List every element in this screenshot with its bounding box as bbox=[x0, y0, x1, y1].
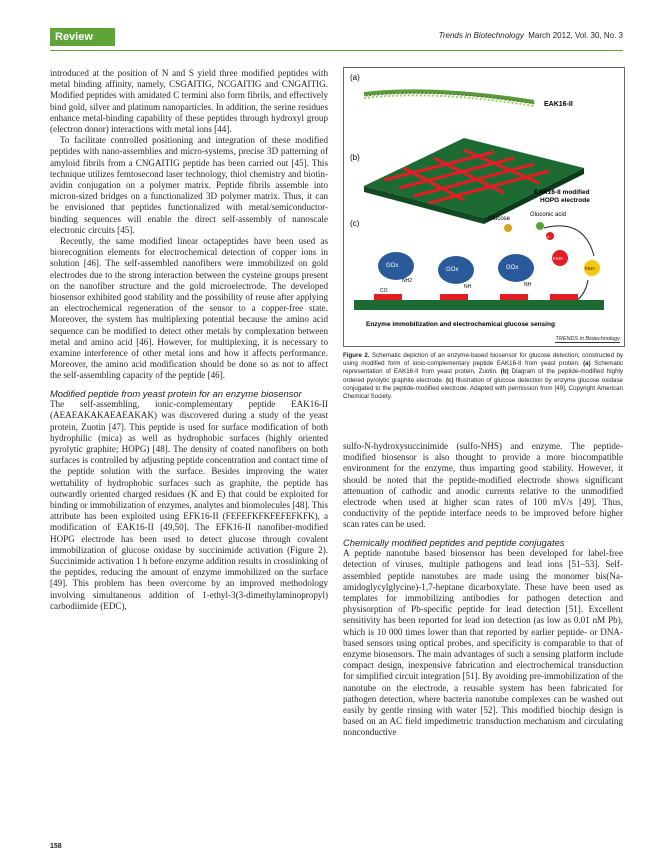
electrode-surface bbox=[354, 294, 604, 310]
page-number: 158 bbox=[50, 843, 62, 850]
gluconic-label: Gluconic acid bbox=[530, 212, 567, 218]
panel-a-label: (a) bbox=[350, 73, 360, 82]
caption-text: Schematic depiction of an enzyme-based biosensor for glucose detection; constructed by using modified form of ionic-complementary peptide EAK16-II from yeast protein. bbox=[343, 352, 623, 368]
caption-a-text: Schematic representation of EAK16-II from yeast protein, Zuotin. bbox=[343, 360, 624, 376]
gox-label: GOx bbox=[446, 267, 459, 273]
sensing-label: Enzyme immobilization and electrochemical glucose sensing bbox=[366, 321, 555, 328]
header-rule bbox=[50, 50, 623, 51]
fe2-label: Fe2+ bbox=[585, 266, 596, 271]
caption-c-text: Illustration of glucose detection by enzyme glucose oxidase conjugated to the peptide-modified electrode. Adapted with permission from [49], Copyright American Chemical Society. bbox=[343, 376, 623, 401]
nh2-label: NH2 bbox=[402, 278, 413, 284]
peptide-strand bbox=[364, 91, 536, 106]
electron-label: e- bbox=[547, 235, 551, 239]
gox-label: GOx bbox=[386, 263, 399, 269]
co-label: CO bbox=[380, 288, 388, 294]
page-header bbox=[50, 28, 623, 48]
section-heading: Modified peptide from yeast protein for an enzyme biosensor bbox=[50, 387, 302, 399]
paragraph: Recently, the same modified linear octapeptides have been used as biorecognition elements for electrochemical detection of copper ions in solution [46]. The self-assembled nanofibers were immobilized on gold electrodes due to the strong interaction between the cysteine groups present on the nanofiber structure and the gold microelectrode. The developed biosensor exhibited good stability and the possibility of reuse after applying an electrochemical regeneration of the sensor to a copper-free state. Moreover, the system has multiplexing potential because the amino acid sequence can be modified to detect other metals by complexation between metal and amino acid [46]. However, for multiplexing, it is necessary to examine interference of other metal ions and how it affects performance. Moreover, the amino acid modification should be done so as not to affect the self-assembling capacity of the peptide [46]. bbox=[50, 236, 328, 381]
fe3-label: Fe3+ bbox=[553, 256, 564, 261]
paragraph: The self-assembling, ionic-complementary peptide EAK16-II (AEAEAKAKAEAEAKAK) was discovered during a study of the yeast protein, Zuotin [47]. This peptide is used for surface modification of both hydrophilic (mica) as well as hydrophobic surfaces (highly oriented pyrolytic graphite; HOPG) [48]. The density of coated nanofibers on both surfaces is controlled by adjusting peptide concentration and contact time of the peptide solution with the surface. Besides improving the water wettability of hydrophobic surfaces such as graphite, the peptide has outwardly oriented charged residues (K and E) that could be exploited for binding or immobilization of enzymes, analytes and biomolecules [48]. This attribute has been exploited using EFK16-II (FEFEFKFKFEFEFKFK), a modification of EAK16-II [49,50]. The EFK16-II nanofiber-modified HOPG electrode has been used to detect glucose through covalent immobilization of glucose oxidase by succinimide activation (Figure 2). Succinimide activation 1 h before enzyme addition results in crosslinking of the peptides, reducing the amount of enzyme immobilized on the surface [49]. This problem has been overcome by an improved methodology involving simultaneous addition of 1-ethyl-3(3-dimethylaminopropyl) carbodiimide (EDC), bbox=[50, 399, 328, 611]
paragraph: A peptide nanotube based biosensor has been developed for label-free detection of viruses, multiple pathogens and lead ions [51–53]. Self-assembled peptide nanotubes are made using the monomer bis(Na-amidoglycylglycine)-1,7-heptane dicarboxylate. These have been used as templates for immobilizing antibodies for pathogen detection and physisorption of Pb-specific peptide for lead detection [51]. Excellent sensitivity has been reported for lead ion detection (as low as 0.01 nM Pb), which is 10 000 times lower than that reported by earlier peptide- or DNA-based sensors using optical probes, and specificity is comparable to that of enzyme biosensors. The main advantages of such a sensing platform include compact design, inexpensive fabrication and electrochemical transduction for simplified circuit integration [51]. By avoiding pre-immobilization of the nanotube on the electrode, a reusable system has been fabricated for pathogen detection, where bacteria nanotube complexes can be washed out easily by gentle rinsing with water [52]. This modified biochip design is based on an AC field impedimetric transduction mechanism and circulating nonconductive bbox=[343, 548, 623, 738]
nh-label: NH bbox=[524, 282, 532, 288]
paragraph: sulfo-N-hydroxysuccinimide (sulfo-NHS) and enzyme. The peptide-modified biosensor is also thought to provide a more biocompatible environment for the enzyme, thus imparting good stability. However, it should be noted that the peptide-modified electrode shows significant attenuation of cathodic and anodic currents relative to the unmodified electrode when used at higher scan rates of 100 mV/s [49]. Thus, conductivity of the peptide interface needs to be improved before higher scan rates can be used. bbox=[343, 441, 623, 530]
caption-lead: Figure 2. bbox=[343, 352, 370, 359]
journal-info bbox=[439, 31, 623, 40]
figure-caption bbox=[343, 352, 623, 401]
figure-2 bbox=[343, 67, 625, 347]
glucose-label: Glucose bbox=[488, 216, 511, 222]
section-heading: Chemically modified peptides and peptide conjugates bbox=[343, 536, 565, 548]
figure-credit: TRENDS in Biotechnology bbox=[555, 336, 620, 342]
left-column bbox=[50, 68, 328, 612]
eak16-label: EAK16-II bbox=[544, 101, 573, 108]
glucose-molecule-icon bbox=[504, 224, 512, 232]
gox-label: GOx bbox=[506, 265, 519, 271]
right-column bbox=[343, 441, 623, 739]
paragraph: introduced at the position of N and S yield three modified peptides with metal binding affinity, namely, CSGAITIG, NCGAITIG and CNGAITIG. Modified peptides with amidated C termini also form fibrils, and effectively bind gold, silver and platinum nanoparticles. In addition, the serine residues enhance metal-binding capability of these peptides through hydroxyl group (electron donor) interactions with metal ions [44]. bbox=[50, 68, 328, 135]
journal-name: Trends in Biotechnology bbox=[438, 31, 524, 40]
figure-illustration bbox=[344, 68, 624, 346]
panel-c-label: (c) bbox=[350, 219, 360, 228]
panel-b-label: (b) bbox=[350, 153, 360, 162]
gluconic-molecule-icon bbox=[536, 222, 544, 230]
caption-a: (a) bbox=[583, 360, 591, 368]
caption-b: (b) bbox=[500, 368, 509, 376]
nh-label: NH bbox=[464, 284, 472, 290]
caption-b-text: Diagram of the peptide-modified highly ordered pyrolytic graphite electrode. bbox=[343, 368, 623, 384]
paragraph: To facilitate controlled positioning and integration of these modified peptides with nano-assemblies and micro-systems, precise 3D patterning of amyloid fibrils from a CNGAITIG peptide has been carried out [45]. This technique utilizes femtosecond laser technology, thiol chemistry and biotin-avidin conjugation on a polymer matrix. Peptide fibrils assemble into micron-sized bridges on a functionalized 3D polymer matrix. Thus, it can be envisioned that peptides functionalized with metal/semiconductor-binding sequences will enable the direct self-assembly of nanoscale electronic circuits [45]. bbox=[50, 135, 328, 235]
hopg-label-2: HOPG electrode bbox=[540, 197, 590, 204]
hopg-label-1: EAK16-II modified bbox=[534, 189, 590, 196]
section-tag: Review bbox=[50, 28, 115, 46]
caption-c: (c) bbox=[445, 376, 454, 384]
journal-issue: March 2012, Vol. 30, No. 3 bbox=[528, 31, 623, 40]
